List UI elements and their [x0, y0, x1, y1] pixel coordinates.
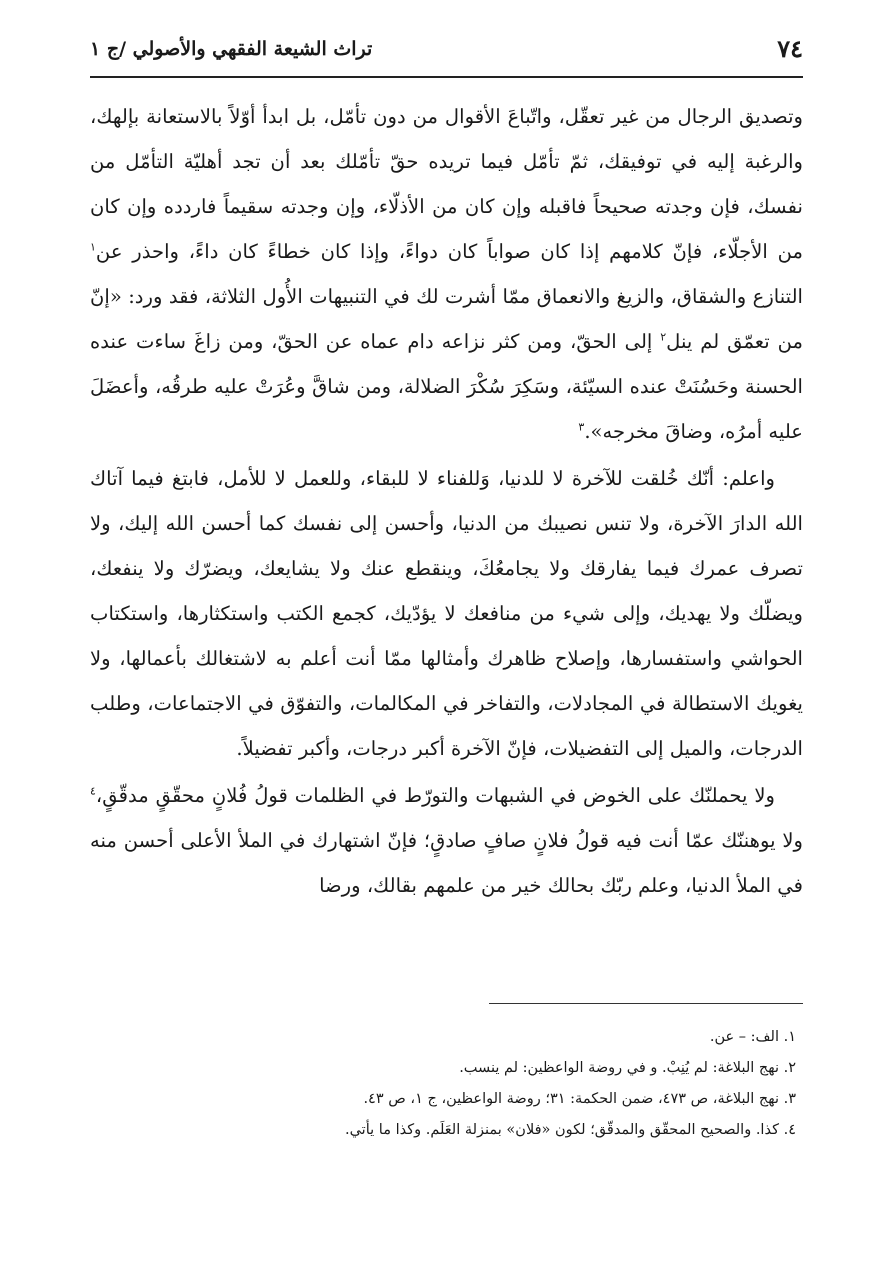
- footnote-ref-4: ٤: [90, 784, 96, 798]
- footnote-1: ١. الف: – عن.: [709, 1029, 796, 1045]
- header-divider: [90, 76, 803, 78]
- footnote-3: ٣. نهج البلاغة، ص ٤٧٣، ضمن الحكمة: ٣١؛ روضة الواعظين، ج ١، ص ٤٣.: [363, 1091, 796, 1107]
- paragraph-3: ولا يحملنّك على الخوض في الشبهات والتورّط في الظلمات قولُ فُلانٍ محقّقٍ مدقّقٍ،$^٤$ ولا يوهننّك عمّا أنت فيه قولُ فلانٍ صافٍ صادقٍ؛ فإنّ اشتهارك في الملأ الأعلى أحسن منه في الملأ الدنيا، وعلم ربّك بحالك خير من علمهم بقالك، ورضا: [90, 784, 803, 897]
- footnote-4: ٤. كذا. والصحيح المحقّق والمدقّق؛ لكون «فلان» بمنزلة العَلَم. وكذا ما يأتي.: [344, 1122, 796, 1138]
- page-number: ٧٤: [777, 34, 803, 63]
- footnote-divider: [489, 1003, 803, 1004]
- footnote-ref-1: ١: [90, 240, 96, 254]
- body-text: [90, 94, 803, 908]
- paragraph-1: وتصديق الرجال من غير تعقّل، واتّباعَ الأقوال من دون تأمّل، بل ابدأ أوّلاً بالاستعانة بإلهك، والرغبة إليه في توفيقك، ثمّ تأمّل فيما تريده حقّ تأمّلك بعد أن تجد أهليّة التأمّل من نفسك، فإن وجدته صحيحاً فاقبله وإن كان من الأذلّاء، وإن وجدته سقيماً فاردده وإن كان من الأجلّاء، فإنّ كلامهم إذا كان صواباً كان دواءً، وإذا كان خطاءً كان داءً، واحذر عن$^١$ التنازع والشقاق، والزيغ والانعماق ممّا أشرت لك في التنبيهات الأُول الثلاثة، فقد ورد: «إنّ من تعمّق لم ينل$^٢$ إلى الحقّ، ومن كثر نزاعه دام عماه عن الحقّ، ومن زاغَ ساءت عنده الحسنة وحَسُنَتْ عنده السيّئة، وسَكِرَ سُكْرَ الضلالة، ومن شاقَّ وعُرَتْ عليه طرقُه، وأعضَلَ عليه أمرُه، وضاقَ مخرجه».$^٣$: [90, 105, 803, 443]
- footnote-ref-2: ٢: [660, 330, 667, 344]
- running-title: تراث الشيعة الفقهي والأصولي /ج ١: [90, 38, 373, 60]
- footnote-ref-3: ٣: [578, 420, 585, 434]
- footnotes: [90, 1022, 796, 1146]
- paragraph-2: واعلم: أنّك خُلقت للآخرة لا للدنيا، وَللفناء لا للبقاء، وللعمل لا للأمل، فابتغ فيما آتاك الله الدارَ الآخرة، ولا تنس نصيبك من الدنيا، وأحسن إلى نفسك كما أحسن الله إليك، ولا تصرف عمرك فيما يفارقك ولا يجامعُكَ، وينقطع عنك ولا يشايعك، ويضرّك ولا ينفعك، ويضلّك ولا يهديك، وإلى شيء من منافعك لا يؤدّيك، كجمع الكتب واستكثارها، واستكتاب الحواشي واستفسارها، وإصلاح ظاهرك وأمثالها ممّا أنت أعلم به لاشتغالك بأعمالها، ولا يغويك الاستطالة في المجادلات، والتفاخر في المكالمات، والتفوّق في الاجتماعات، وطلب الدرجات، والميل إلى التفضيلات، فإنّ الآخرة أكبر درجات، وأكبر تفضيلاً.: [90, 467, 803, 760]
- page-header: [90, 30, 803, 70]
- footnote-2: ٢. نهج البلاغة: لم يُنِبْ. و في روضة الواعظين: لم ينسب.: [459, 1060, 796, 1076]
